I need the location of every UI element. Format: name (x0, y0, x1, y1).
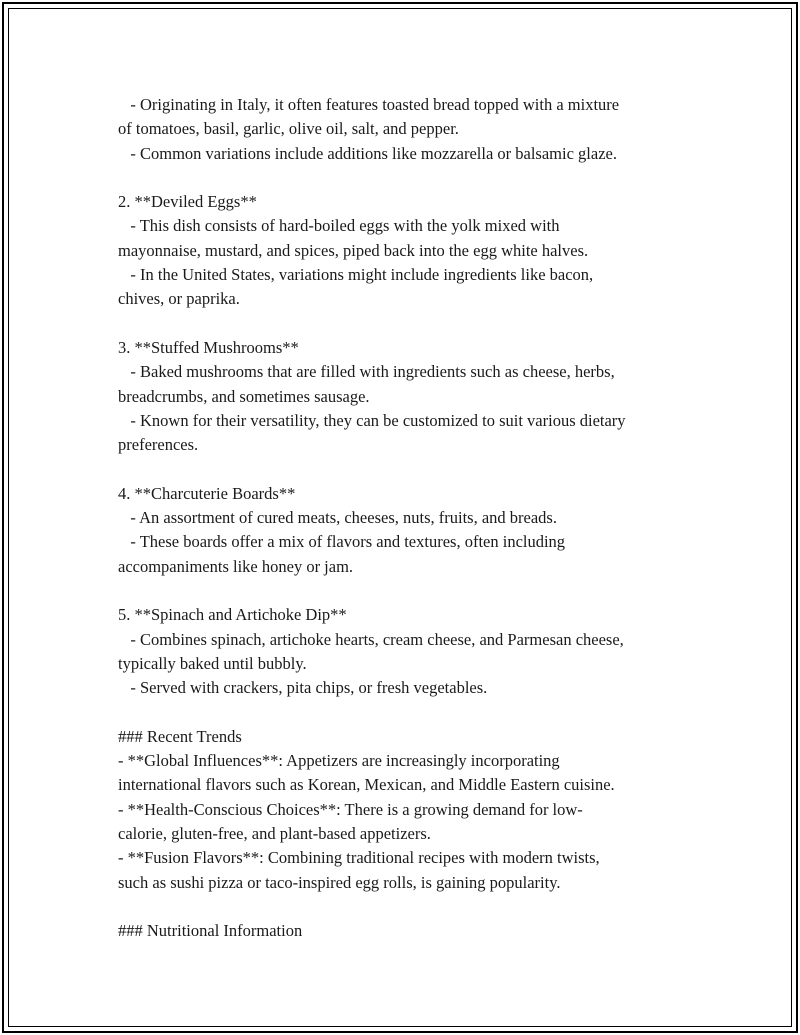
blank-line (118, 166, 718, 190)
list-heading: 5. **Spinach and Artichoke Dip** (118, 605, 347, 625)
section-heading: ### Nutritional Information (118, 921, 303, 941)
text-line: - Common variations include additions like mozzarella or balsamic glaze. (118, 143, 617, 163)
list-heading: 3. **Stuffed Mushrooms** (118, 337, 299, 357)
list-heading: 4. **Charcuterie Boards** (118, 483, 296, 503)
text-line: accompaniments like honey or jam. (118, 556, 354, 576)
text-line: breadcrumbs, and sometimes sausage. (118, 386, 370, 406)
document-body (118, 93, 718, 943)
text-line: - Combines spinach, artichoke hearts, cream cheese, and Parmesan cheese, (118, 629, 624, 649)
blank-line (118, 457, 718, 481)
blank-line (118, 895, 718, 919)
text-line: preferences. (118, 435, 199, 455)
text-line: typically baked until bubbly. (118, 653, 307, 673)
text-line: - Served with crackers, pita chips, or fresh vegetables. (118, 678, 488, 698)
blank-line (118, 579, 718, 603)
text-line: chives, or paprika. (118, 289, 240, 309)
text-line: - In the United States, variations might include ingredients like bacon, (118, 265, 594, 285)
blank-line (118, 312, 718, 336)
text-line: - This dish consists of hard-boiled eggs with the yolk mixed with (118, 216, 560, 236)
text-line: - **Global Influences**: Appetizers are increasingly incorporating (118, 751, 560, 771)
text-line: calorie, gluten-free, and plant-based appetizers. (118, 823, 431, 843)
text-line: of tomatoes, basil, garlic, olive oil, salt, and pepper. (118, 119, 459, 139)
text-line: - An assortment of cured meats, cheeses, nuts, fruits, and breads. (118, 508, 557, 528)
text-line: such as sushi pizza or taco-inspired egg rolls, is gaining popularity. (118, 872, 561, 892)
section-heading: ### Recent Trends (118, 726, 242, 746)
list-heading: 2. **Deviled Eggs** (118, 192, 257, 212)
text-line: - **Fusion Flavors**: Combining traditional recipes with modern twists, (118, 848, 600, 868)
text-line: - These boards offer a mix of flavors and textures, often including (118, 532, 566, 552)
text-line: - Known for their versatility, they can be customized to suit various dietary (118, 410, 626, 430)
text-line: - Originating in Italy, it often features toasted bread topped with a mixture (118, 95, 620, 114)
blank-line (118, 700, 718, 724)
text-line: mayonnaise, mustard, and spices, piped back into the egg white halves. (118, 240, 589, 260)
text-line: - Baked mushrooms that are filled with ingredients such as cheese, herbs, (118, 362, 615, 382)
text-line: international flavors such as Korean, Mexican, and Middle Eastern cuisine. (118, 775, 615, 795)
text-line: - **Health-Conscious Choices**: There is a growing demand for low- (118, 799, 583, 819)
